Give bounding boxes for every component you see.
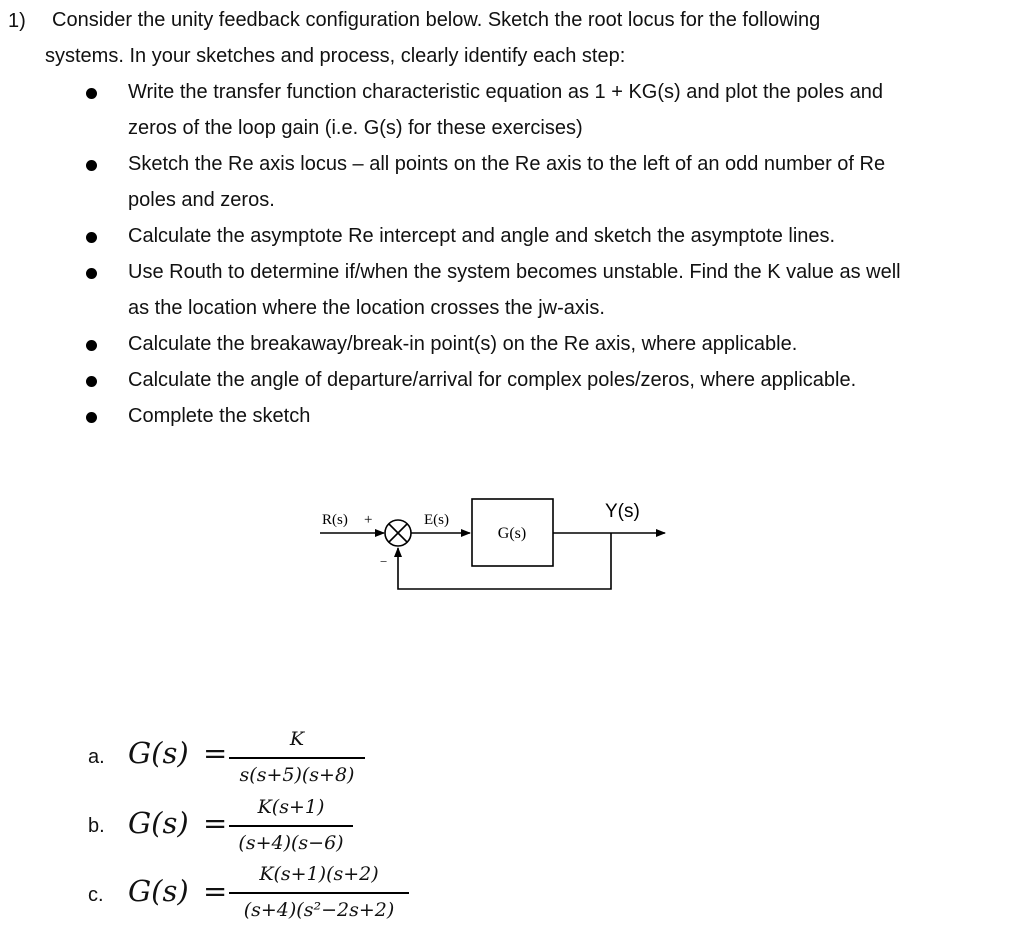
equation-b-denominator: (s+4)(s−6) bbox=[238, 832, 344, 854]
equation-c-numerator: K(s+1)(s+2) bbox=[259, 863, 379, 885]
equation-b-lhs: G(s) bbox=[128, 806, 189, 840]
equation-a-letter: a. bbox=[88, 746, 105, 768]
equation-b-equals: = bbox=[203, 806, 228, 840]
step-1-line-2: zeros of the loop gain (i.e. G(s) for these exercises) bbox=[128, 117, 583, 139]
step-6-line-1: Calculate the angle of departure/arrival for complex poles/zeros, where applicable. bbox=[128, 369, 857, 391]
step-2-line-1: Sketch the Re axis locus – all points on the Re axis to the left of an odd number of Re bbox=[128, 153, 886, 175]
error-label: E(s) bbox=[424, 512, 449, 528]
block-label: G(s) bbox=[497, 525, 527, 542]
equation-c-equals: = bbox=[203, 874, 228, 908]
question-intro-line-1: Consider the unity feedback configuration below. Sketch the root locus for the following bbox=[52, 9, 821, 31]
step-4-line-1: Use Routh to determine if/when the system becomes unstable. Find the K value as well bbox=[128, 261, 901, 283]
input-label: R(s) bbox=[322, 512, 348, 528]
equation-c-denominator: (s+4)(s²−2s+2) bbox=[243, 899, 395, 921]
question-number: 1) bbox=[8, 10, 26, 32]
plus-sign: + bbox=[364, 512, 373, 528]
equation-a-fraction bbox=[229, 728, 365, 790]
fraction-bar bbox=[229, 757, 365, 759]
step-5-line-1: Calculate the breakaway/break-in point(s) on the Re axis, where applicable. bbox=[128, 333, 798, 355]
bullet-icon bbox=[86, 88, 97, 99]
equation-b-numerator: K(s+1) bbox=[257, 796, 325, 818]
bullet-icon bbox=[86, 412, 97, 423]
equation-c-letter: c. bbox=[88, 884, 104, 906]
step-1-line-1: Write the transfer function characteristic equation as 1 + KG(s) and plot the poles and bbox=[128, 81, 884, 103]
step-7-line-1: Complete the sketch bbox=[128, 405, 311, 427]
unity-feedback-diagram bbox=[300, 480, 680, 600]
step-2-line-2: poles and zeros. bbox=[128, 189, 275, 211]
equation-a-equals: = bbox=[203, 736, 228, 770]
equation-a-numerator: K bbox=[289, 728, 305, 750]
step-4-line-2: as the location where the location crosses the jw-axis. bbox=[128, 297, 605, 319]
step-3-line-1: Calculate the asymptote Re intercept and angle and sketch the asymptote lines. bbox=[128, 225, 836, 247]
fraction-bar bbox=[229, 892, 409, 894]
bullet-icon bbox=[86, 232, 97, 243]
equation-b-letter: b. bbox=[88, 815, 105, 837]
equation-a-denominator: s(s+5)(s+8) bbox=[239, 764, 355, 786]
bullet-icon bbox=[86, 376, 97, 387]
question-intro-line-2: systems. In your sketches and process, clearly identify each step: bbox=[45, 45, 626, 67]
equation-c-lhs: G(s) bbox=[128, 874, 189, 908]
fraction-bar bbox=[229, 825, 353, 827]
equation-a-lhs: G(s) bbox=[128, 736, 189, 770]
equation-b-fraction bbox=[229, 796, 353, 858]
bullet-icon bbox=[86, 340, 97, 351]
bullet-icon bbox=[86, 268, 97, 279]
equation-c-fraction bbox=[229, 863, 409, 925]
minus-sign: − bbox=[380, 554, 388, 569]
output-label: Y(s) bbox=[605, 501, 640, 522]
bullet-icon bbox=[86, 160, 97, 171]
summing-junction-icon bbox=[385, 520, 411, 546]
